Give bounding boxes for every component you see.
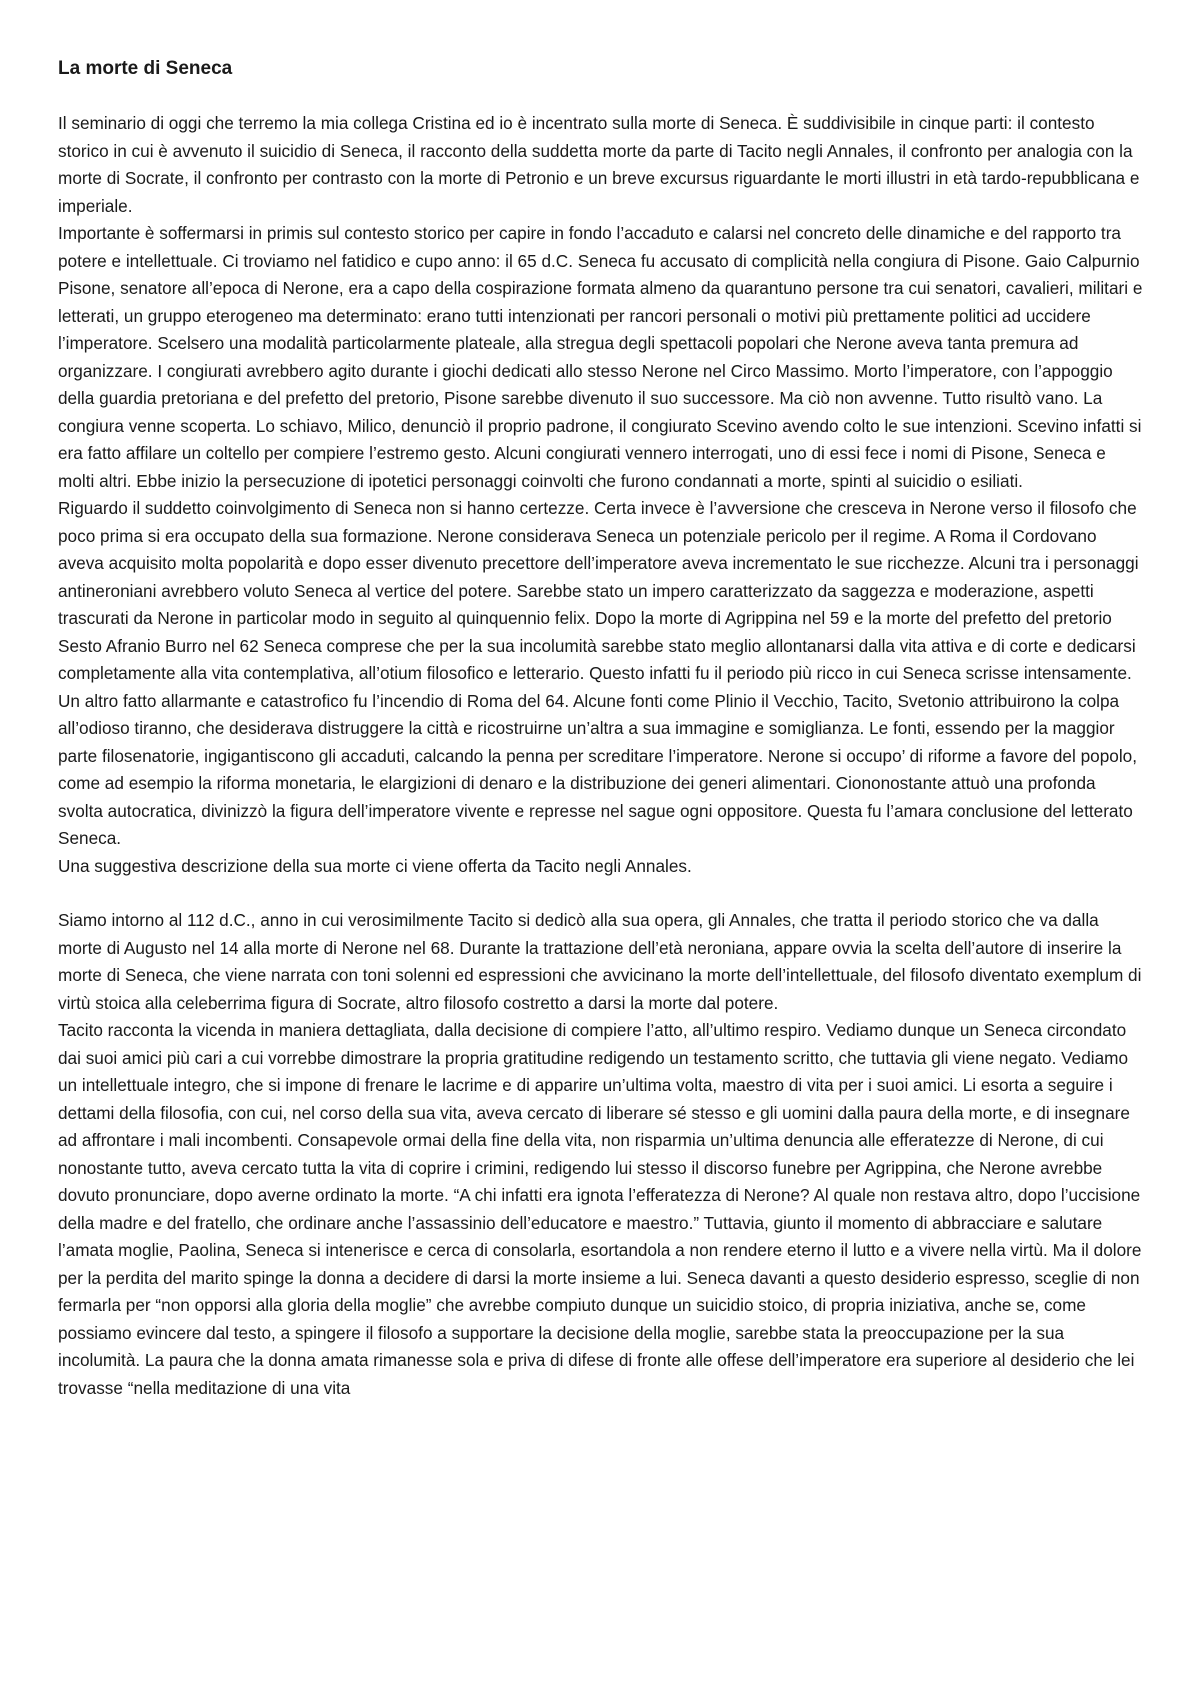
paragraph-introduction: Il seminario di oggi che terremo la mia collega Cristina ed io è incentrato sulla morte di Seneca. È suddivisibile in cinque parti: il contesto storico in cui è avvenuto il suicidio di Seneca, il racconto della suddetta morte da parte di Tacito negli Annales, il confronto per analogia con la morte di Socrate, il confronto per contrasto con la morte di Petronio e un breve excursus riguardante le morti illustri in età tardo-repubblicana e imperiale. (58, 113, 1140, 216)
document-title: La morte di Seneca (58, 58, 233, 79)
paragraph-tacitus-intro: Una suggestiva descrizione della sua morte ci viene offerta da Tacito negli Annales. (58, 855, 692, 876)
paragraph-fire-of-rome: Un altro fatto allarmante e catastrofico fu l’incendio di Roma del 64. Alcune fonti come Plinio il Vecchio, Tacito, Svetonio attribuirono la colpa all’odioso tiranno, che desiderava distruggere la città e ricostruirne un’altra a sua immagine e somiglianza. Le fonti, essendo per la maggior parte filosenatorie, ingigantiscono gli accaduti, calcando la penna per screditare l’imperatore. Nerone si occupo’ di riforme a favore del popolo, come ad esempio la riforma monetaria, le elargizioni di denaro e la distribuzione dei generi alimentari. Ciononostante attuò una profonda svolta autocratica, divinizzò la figura dell’imperatore vivente e represse nel sague ogni oppositore. Questa fu l’amara conclusione del letterato Seneca. (58, 690, 1137, 848)
document-page (58, 56, 1144, 1402)
paragraph-tacitus-account: Tacito racconta la vicenda in maniera dettagliata, dalla decisione di compiere l’atto, all’ultimo respiro. Vediamo dunque un Seneca circondato dai suoi amici più cari a cui vorrebbe dimostrare la propria gratitudine redigendo un testamento scritto, che tuttavia gli viene negato. Vediamo un intellettuale integro, che si impone di frenare le lacrime e di apparire un’ultima volta, maestro di vita per i suoi amici. Li esorta a seguire i dettami della filosofia, con cui, nel corso della sua vita, aveva cercato di liberare sé stesso e gli uomini dalla paura della morte, e di insegnare ad affrontare i mali incombenti. Consapevole ormai della fine della vita, non risparmia un’ultima denuncia alle efferatezze di Nerone, di cui nonostante tutto, aveva cercato tutta la vita di coprire i crimini, redigendo lui stesso il discorso funebre per Agrippina, che Nerone avrebbe dovuto pronunciare, dopo averne ordinato la morte. “A chi infatti era ignota l’efferatezza di Nerone? Al quale non restava altro, dopo l’uccisione della madre e del fratello, che ordinare anche l’assassinio dell’educatore e maestro.” Tuttavia, giunto il momento di abbracciare e salutare l’amata moglie, Paolina, Seneca si intenerisce e cerca di consolarla, esortandola a non rendere eterno il lutto e a vivere nella virtù. Ma il dolore per la perdita del marito spinge la donna a decidere di darsi la morte insieme a lui. Seneca davanti a questo desiderio espresso, sceglie di non fermarla per “non opporsi alla gloria della moglie” che avrebbe compiuto dunque un suicidio stoico, di propria iniziativa, anche se, come possiamo evincere dal testo, a spingere il filosofo a supportare la decisione della moglie, sarebbe stata la preoccupazione per la sua incolumità. La paura che la donna amata rimanesse sola e priva di difese di fronte alle offese dell’imperatore era superiore al desiderio che lei trovasse “nella meditazione di una vita (58, 1020, 1142, 1398)
document-body (58, 110, 1144, 1402)
paragraph-historical-context: Importante è soffermarsi in primis sul contesto storico per capire in fondo l’accaduto e calarsi nel concreto delle dinamiche e del rapporto tra potere e intellettuale. Ci troviamo nel fatidico e cupo anno: il 65 d.C. Seneca fu accusato di complicità nella congiura di Pisone. Gaio Calpurnio Pisone, senatore all’epoca di Nerone, era a capo della cospirazione formata almeno da quarantuno persone tra cui senatori, cavalieri, militari e letterati, un gruppo eterogeneo ma determinato: erano tutti intenzionati per rancori personali o motivi più prettamente politici ad uccidere l’imperatore. Scelsero una modalità particolarmente plateale, alla stregua degli spettacoli popolari che Nerone aveva tanta premura ad organizzare. I congiurati avrebbero agito durante i giochi dedicati allo stesso Nerone nel Circo Massimo. Morto l’imperatore, con l’appoggio della guardia pretoriana e del prefetto del pretorio, Pisone sarebbe divenuto il suo successore. Ma ciò non avvenne. Tutto risultò vano. La congiura venne scoperta. Lo schiavo, Milico, denunciò il proprio padrone, il congiurato Scevino avendo colto le sue intenzioni. Scevino infatti si era fatto affilare un coltello per compiere l’estremo gesto. Alcuni congiurati vennero interrogati, uno di essi fece i nomi di Pisone, Seneca e molti altri. Ebbe inizio la persecuzione di ipotetici personaggi coinvolti che furono condannati a morte, spinti al suicidio o esiliati. (58, 223, 1143, 491)
paragraph-annales: Siamo intorno al 112 d.C., anno in cui verosimilmente Tacito si dedicò alla sua opera, gli Annales, che tratta il periodo storico che va dalla morte di Augusto nel 14 alla morte di Nerone nel 68. Durante la trattazione dell’età neroniana, appare ovvia la scelta dell’autore di inserire la morte di Seneca, che viene narrata con toni solenni ed espressioni che avvicinano la morte dell’intellettuale, del filosofo diventato exemplum di virtù stoica alla celeberrima figura di Socrate, altro filosofo costretto a darsi la morte dal potere. (58, 910, 1142, 1013)
paragraph-seneca-involvement: Riguardo il suddetto coinvolgimento di Seneca non si hanno certezze. Certa invece è l’avversione che cresceva in Nerone verso il filosofo che poco prima si era occupato della sua formazione. Nerone considerava Seneca un potenziale pericolo per il regime. A Roma il Cordovano aveva acquisito molta popolarità e dopo esser divenuto precettore dell’imperatore aveva incrementato le sue ricchezze. Alcuni tra i personaggi antineroniani avrebbero voluto Seneca al vertice del potere. Sarebbe stato un impero caratterizzato da saggezza e moderazione, aspetti trascurati da Nerone in particolar modo in seguito al quinquennio felix. Dopo la morte di Agrippina nel 59 e la morte del prefetto del pretorio Sesto Afranio Burro nel 62 Seneca comprese che per la sua incolumità sarebbe stato meglio allontanarsi dalla vita attiva e di corte e dedicarsi completamente alla vita contemplativa, all’otium filosofico e letterario. Questo infatti fu il periodo più ricco in cui Seneca scrisse intensamente. (58, 498, 1139, 683)
